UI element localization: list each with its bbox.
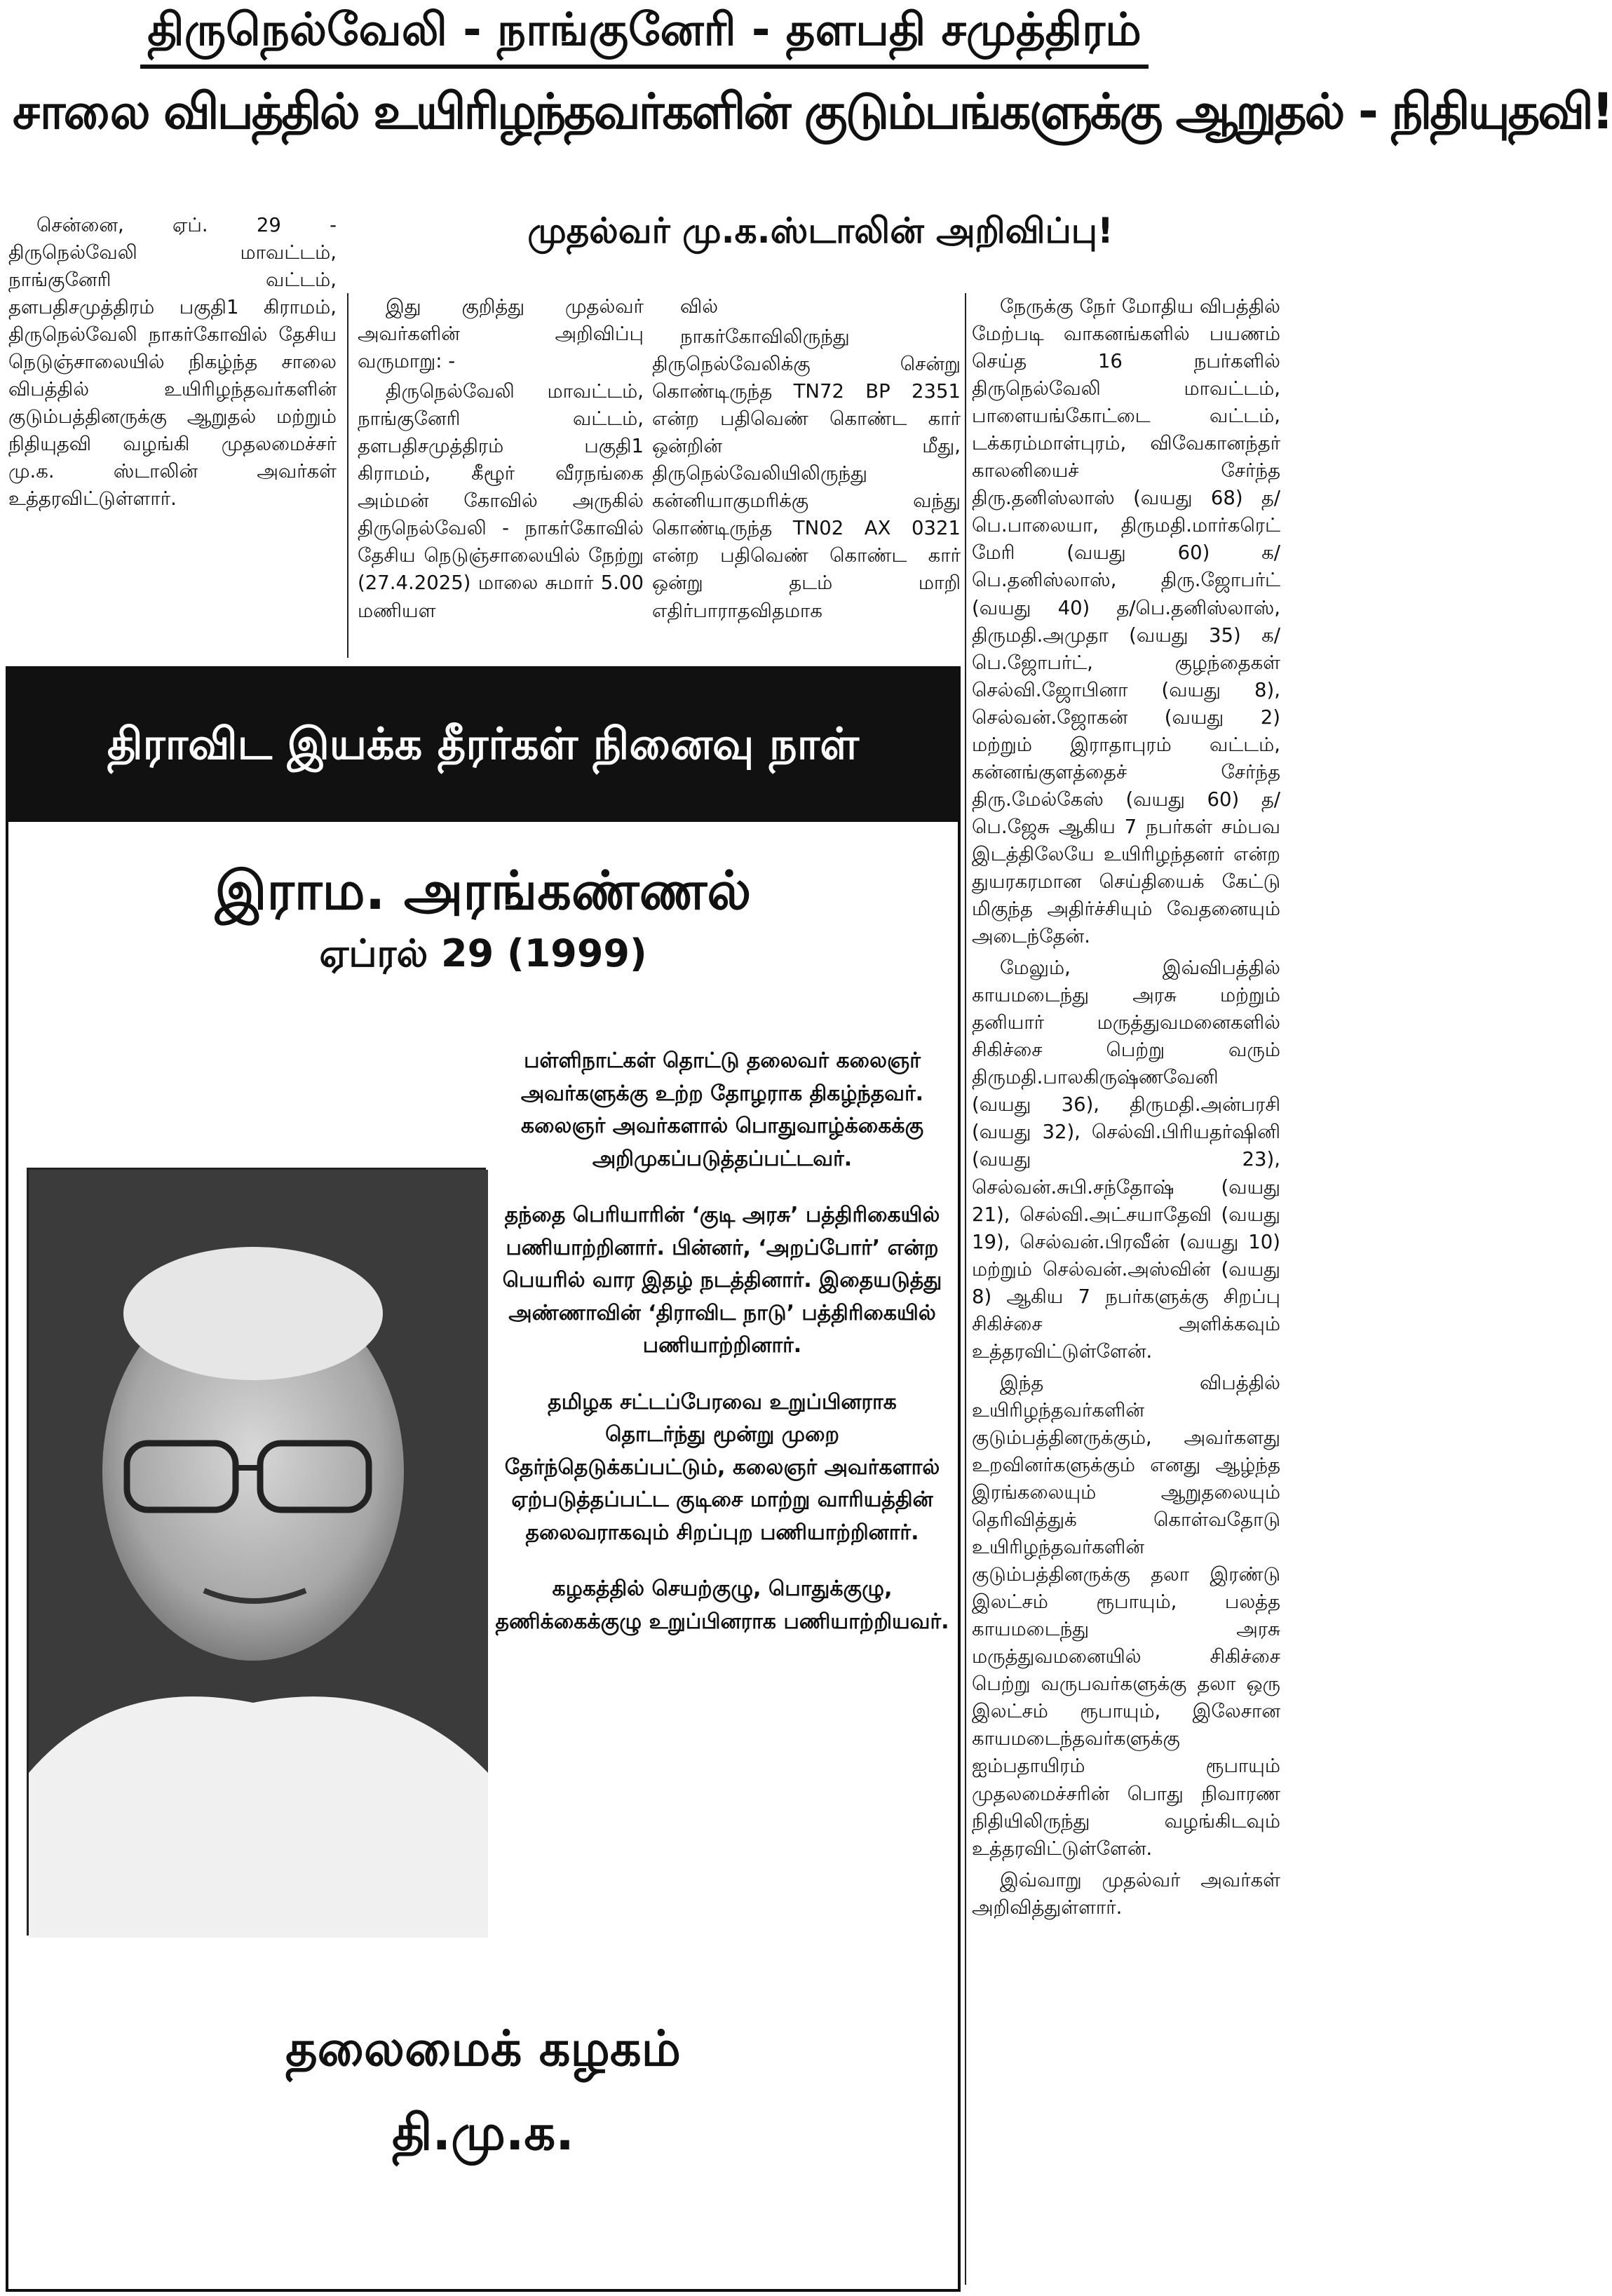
article-paragraph: சென்னை, ஏப். 29 - திருநெல்வேலி மாவட்டம், நாங்குனேரி வட்டம், தளபதிசமுத்திரம் பகுதி1 கிராமம், திருநெல்வேலி நாகர்கோவில் தேசிய நெடுஞ்சாலையில் நிகழ்ந்த சாலை விபத்தில் உயிரிழந்தவர்களின் குடும்பத்தினருக்கு ஆறுதல் மற்றும் நிதியுதவி வழங்கி முதலமைச்சர் மு.க. ஸ்டாலின் அவர்கள் உத்தரவிட்டுள்ளார். <box>8 214 337 511</box>
sub-headline: முதல்வர் மு.க.ஸ்டாலின் அறிவிப்பு! <box>527 210 1113 251</box>
article-column-3 <box>652 293 961 665</box>
article-paragraph: மேலும், இவ்விபத்தில் காயமடைந்து அரசு மற்றும் தனியார் மருத்துவமனைகளில் சிகிச்சை பெற்று வரும் திருமதி.பாலகிருஷ்ணவேனி (வயது 36), திருமதி.அன்பரசி (வயது 32), செல்வி.பிரியதர்ஷினி (வயது 23), செல்வன்.சுபி.சந்தோஷ் (வயது 21), செல்வி.அட்சயாதேவி (வயது 19), செல்வன்.பிரவீன் (வயது 10) மற்றும் செல்வன்.அஸ்வின் (வயது 8) ஆகிய 7 நபர்களுக்கு சிறப்பு சிகிச்சை அளிக்கவும் உத்தரவிட்டுள்ளேன். <box>972 957 1280 1363</box>
bio-paragraph: தந்தை பெரியாரின் ‘குடி அரசு’ பத்திரிகையில் பணியாற்றினார். பின்னர், ‘அறப்போர்’ என்ற பெயரில் வார இதழ் நடத்தினார். இதையடுத்து அண்ணாவின் ‘திராவிட நாடு’ பத்திரிகையில் பணியாற்றினார். <box>502 1203 942 1358</box>
memorial-date: ஏப்ரல் 29 (1999) <box>319 931 647 975</box>
portrait-photo <box>27 1168 486 1936</box>
kicker-underline <box>140 65 1149 69</box>
memorial-person-name: இராம. அரங்கண்ணல் <box>215 859 752 921</box>
article-paragraph: நேருக்கு நேர் மோதிய விபத்தில் மேற்படி வாகனங்களில் பயணம் செய்த 16 நபர்களில் திருநெல்வேலி மாவட்டம், பாளையங்கோட்டை வட்டம், டக்கரம்மாள்புரம், விவேகானந்தர் காலனியைச் சேர்ந்த திரு.தனிஸ்லாஸ் (வயது 68) த/பெ.பாலையா, திருமதி.மார்கரெட் மேரி (வயது 60) க/பெ.தனிஸ்லாஸ், திரு.ஜோபர்ட் (வயது 40) த/பெ.தனிஸ்லாஸ், திருமதி.அமுதா (வயது 35) க/பெ.ஜோபர்ட், குழந்தைகள் செல்வி.ஜோபினா (வயது 8), செல்வன்.ஜோகன் (வயது 2) மற்றும் இராதாபுரம் வட்டம், கன்னங்குளத்தைச் சேர்ந்த திரு.மேல்கேஸ் (வயது 60) த/பெ.ஜேசு ஆகிய 7 நபர்கள் சம்பவ இடத்திலேயே உயிரிழந்தனர் என்ற துயரகரமான செய்தியைக் கேட்டு மிகுந்த அதிர்ச்சியும் வேதனையும் அடைந்தேன். <box>972 295 1280 948</box>
bio-paragraph: கழகத்தில் செயற்குழு, பொதுக்குழு, தணிக்கைக்குழு உறுப்பினராக பணியாற்றியவர். <box>495 1576 949 1634</box>
article-column-1 <box>8 212 337 661</box>
bio-paragraph: தமிழக சட்டப்பேரவை உறுப்பினராக தொடர்ந்து மூன்று முறை தேர்ந்தெடுக்கப்பட்டும், கலைஞர் அவர்களால் ஏற்படுத்தப்பட்ட குடிசை மாற்று வாரியத்தின் தலைவராகவும் சிறப்புற பணியாற்றினார். <box>504 1389 940 1545</box>
article-column-4 <box>972 293 1280 2278</box>
bio-paragraph: பள்ளிநாட்கள் தொட்டு தலைவர் கலைஞர் அவர்களுக்கு உற்ற தோழராக திகழ்ந்தவர். கலைஞர் அவர்களால் பொதுவாழ்க்கைக்கு அறிமுகப்படுத்தப்பட்டவர். <box>520 1048 924 1171</box>
column-divider <box>965 293 966 2285</box>
memorial-banner: திராவிட இயக்க தீரர்கள் நினைவு நாள் <box>6 666 961 822</box>
article-paragraph: வில் <box>680 295 719 318</box>
article-column-2 <box>358 293 644 665</box>
article-paragraph: இது குறித்து முதல்வர் அவர்களின் அறிவிப்பு வருமாறு: - <box>358 295 644 373</box>
section-kicker: திருநெல்வேலி - நாங்குனேரி - தளபதி சமுத்திரம் <box>147 4 1142 56</box>
memorial-footer-org: தலைமைக் கழகம் <box>285 2020 681 2077</box>
article-paragraph: நாகர்கோவிலிருந்து திருநெல்வேலிக்கு சென்று கொண்டிருந்த TN72 BP 2351 என்ற பதிவெண் கொண்ட கார் ஒன்றின் மீது, திருநெல்வேலியிலிருந்து கன்னியாகுமரிக்கு வந்து கொண்டிருந்த TN02 AX 0321 என்ற பதிவெண் கொண்ட கார் ஒன்று தடம் மாறி எதிர்பாராதவிதமாக <box>652 325 961 622</box>
portrait-silhouette <box>29 1170 488 1938</box>
memorial-footer-party: தி.மு.க. <box>392 2104 574 2161</box>
article-paragraph: திருநெல்வேலி மாவட்டம், நாங்குனேரி வட்டம், தளபதிசமுத்திரம் பகுதி1 கிராமம், கீழூர் வீரநங்கை அம்மன் கோவில் அருகில் திருநெல்வேலி - நாகர்கோவில் தேசிய நெடுஞ்சாலையில் நேற்று (27.4.2025) மாலை சுமார் 5.00 மணியள <box>358 380 644 622</box>
memorial-biography <box>494 1045 950 1662</box>
main-headline: சாலை விபத்தில் உயிரிழந்தவர்களின் குடும்பங்களுக்கு ஆறுதல் - நிதியுதவி! <box>13 83 1612 140</box>
article-paragraph: இவ்வாறு முதல்வர் அவர்கள் அறிவித்துள்ளார். <box>972 1868 1280 1919</box>
column-divider <box>347 293 348 658</box>
article-paragraph: இந்த விபத்தில் உயிரிழந்தவர்களின் குடும்பத்தினருக்கும், அவர்களது உறவினர்களுக்கும் எனது ஆழ்ந்த இரங்கலையும் ஆறுதலையும் தெரிவித்துக் கொள்வதோடு உயிரிழந்தவர்களின் குடும்பத்தினருக்கு தலா இரண்டு இலட்சம் ரூபாயும், பலத்த காயமடைந்து அரசு மருத்துவமனையில் சிகிச்சை பெற்று வருபவர்களுக்கு தலா ஒரு இலட்சம் ரூபாயும், இலேசான காயமடைந்தவர்களுக்கு ஐம்பதாயிரம் ரூபாயும் முதலமைச்சரின் பொது நிவாரண நிதியிலிருந்து வழங்கிடவும் உத்தரவிட்டுள்ளேன். <box>972 1371 1280 1860</box>
